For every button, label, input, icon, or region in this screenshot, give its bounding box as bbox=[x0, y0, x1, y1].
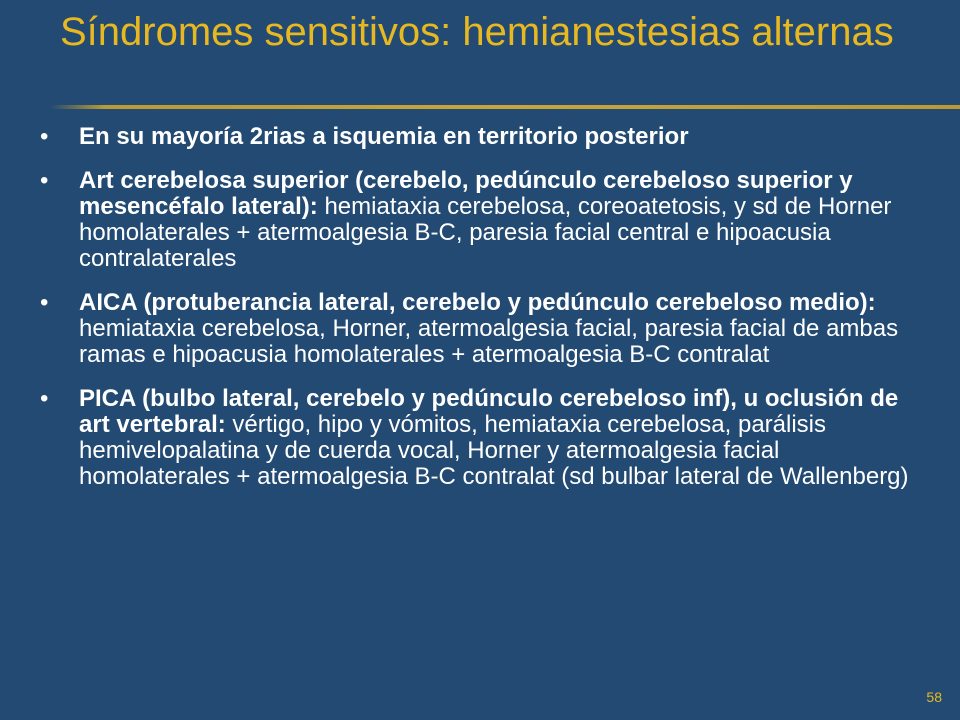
bullet-bold-text: PICA (bulbo lateral, cerebelo y pedúnculo cerebeloso inf), u oclusión de art vertebral: bbox=[79, 385, 899, 438]
bullet-item bbox=[40, 124, 920, 150]
slide-title: Síndromes sensitivos: hemianestesias alternas bbox=[60, 10, 894, 54]
bullet-list bbox=[40, 124, 920, 508]
bullet-item bbox=[40, 386, 920, 490]
page-number: 58 bbox=[926, 689, 942, 705]
bullet-item bbox=[40, 290, 920, 368]
bullet-bold-text: En su mayoría 2rias a isquemia en territorio posterior bbox=[79, 123, 689, 150]
bullet-bold-text: Art cerebelosa superior (cerebelo, pedúnculo cerebeloso superior y mesencéfalo lateral): bbox=[79, 167, 853, 220]
bullet-marker: • bbox=[40, 289, 49, 316]
bullet-marker: • bbox=[40, 167, 49, 194]
bullet-text: hemiataxia cerebelosa, Horner, atermoalgesia facial, paresia facial de ambas ramas e hipoacusia homolaterales + atermoalgesia B-C contralat bbox=[79, 315, 899, 368]
title-divider bbox=[50, 105, 960, 109]
bullet-marker: • bbox=[40, 385, 49, 412]
bullet-text: vértigo, hipo y vómitos, hemiataxia cerebelosa, parálisis hemivelopalatina y de cuerda vocal, Horner y atermoalgesia facial homolaterales + atermoalgesia B-C contralat (sd bulbar lateral de Wallenberg) bbox=[79, 411, 909, 490]
bullet-bold-text: AICA (protuberancia lateral, cerebelo y pedúnculo cerebeloso medio): bbox=[79, 289, 876, 316]
bullet-text: hemiataxia cerebelosa, coreoatetosis, y sd de Horner homolaterales + atermoalgesia B-C, paresia facial central e hipoacusia contralaterales bbox=[79, 193, 892, 272]
bullet-item bbox=[40, 168, 920, 272]
bullet-marker: • bbox=[40, 123, 49, 150]
